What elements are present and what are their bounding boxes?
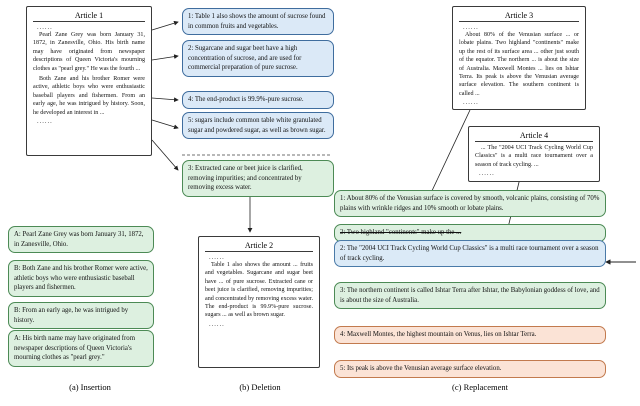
replacement-bubble-2-new-text: 2: The "2004 UCI Track Cycling World Cup Classics" is a multi race tournament over a season of track cycling.	[340, 245, 599, 262]
article-2-card	[198, 236, 320, 368]
insertion-bubble-5	[182, 112, 334, 139]
replacement-bubble-3-text: 3: The northern continent is called Ishtar Terra after Ishtar, the Babylonian goddess of love, and is about the size of Australia.	[340, 287, 600, 304]
article-4-card	[468, 126, 600, 182]
replacement-bubble-1	[334, 190, 606, 217]
caption-deletion-text: (b) Deletion	[239, 382, 281, 392]
insertion-result-b1-text: B: Both Zane and his brother Romer were active, athletic boys who were enthusiastic baseball players and fishermen.	[14, 265, 148, 292]
article-4-title: Article 4	[475, 131, 593, 142]
replacement-bubble-2-new	[334, 240, 606, 267]
replacement-bubble-4	[334, 326, 606, 344]
caption-insertion-text: (a) Insertion	[69, 382, 111, 392]
replacement-bubble-2-old-text: 2: Two highland "continents" make up the ...	[340, 229, 462, 236]
insertion-bubble-5-text: 5: sugars include common table white granulated sugar and powdered sugar, as well as brown sugar.	[188, 117, 326, 134]
insertion-result-bubble-b1	[8, 260, 154, 297]
insertion-result-bubble-a2	[8, 330, 154, 367]
insertion-result-a2-text: A: His birth name may have originated from newspaper descriptions of Queen Victoria's mourning clothes as "pearl grey."	[14, 335, 135, 362]
replacement-bubble-5	[334, 360, 606, 378]
article-2-paragraph-1: Table 1 also shows the amount ... fruits and vegetables. Sugarcane and sugar beet have ... of pure sucrose. Extracted cane or beet juice is clarified, removing impurities; and concentrated by removing excess water. The end-product is 99.9%-pure sucrose. sugars ... as well as brown sugar.	[205, 262, 313, 319]
insertion-result-bubble-b2	[8, 302, 154, 329]
caption-deletion	[190, 382, 330, 392]
insertion-result-a1-text: A: Pearl Zane Grey was born January 31, 1872, in Zanesville, Ohio.	[14, 231, 144, 248]
insertion-bubble-3	[182, 160, 334, 197]
replacement-bubble-2-old	[334, 224, 606, 242]
article-3-paragraph-1: About 80% of the Venusian surface ... or lobate plains. Two highland "continents" make up the rest of its surface area ... other just south of the equator. The northern ... is about the size of Australia. Maxwell Montes ... lies on Ishtar Terra. Its peak is above the Venusian average surface elevation. The southern continent is called ...	[459, 32, 579, 97]
replacement-bubble-5-text: 5: Its peak is above the Venusian average surface elevation.	[340, 365, 502, 372]
caption-insertion	[20, 382, 160, 392]
article-2-title: Article 2	[205, 241, 313, 252]
article-1-title: Article 1	[33, 11, 145, 22]
article-1-card	[26, 6, 152, 156]
insertion-bubble-3-text: 3: Extracted cane or beet juice is clarified, removing impurities; and concentrated by removing excess water.	[188, 165, 303, 192]
insertion-bubble-1-text: 1: Table 1 also shows the amount of sucrose found in common fruits and vegetables.	[188, 13, 326, 30]
article-4-paragraph-1: ... The "2004 UCI Track Cycling World Cup Classics" is a multi race tournament over a season of track cycling. ...	[475, 145, 593, 168]
article-2-dots-bottom: ......	[209, 320, 225, 328]
article-3-dots-top: ......	[463, 24, 479, 31]
article-3-card	[452, 6, 586, 110]
insertion-bubble-2-text: 2: Sugarcane and sugar beet have a high concentration of sucrose, and are used for commercial preparation of pure sucrose.	[188, 45, 302, 72]
replacement-bubble-4-text: 4: Maxwell Montes, the highest mountain on Venus, lies on Ishtar Terra.	[340, 331, 537, 338]
insertion-result-bubble-a1	[8, 226, 154, 253]
article-2-dots-top: ......	[209, 254, 225, 261]
caption-replacement-text: (c) Replacement	[452, 382, 508, 392]
article-1-paragraph-2: Both Zane and his brother Romer were active, athletic boys who were enthusiastic baseball players and fishermen. From an early age, he was intrigued by history. Soon, he developed an interest in ...	[33, 76, 145, 116]
article-1-dots-top: ......	[37, 24, 53, 31]
article-1-dots-bottom: ......	[37, 118, 53, 126]
replacement-bubble-1-text: 1: About 80% of the Venusian surface is covered by smooth, volcanic plains, consisting of 70% plains with wrinkle ridges and 10% smooth or lobate plains.	[340, 195, 600, 212]
replacement-bubble-3	[334, 282, 606, 309]
insertion-bubble-2	[182, 40, 334, 77]
caption-replacement	[400, 382, 560, 392]
insertion-bubble-4	[182, 91, 334, 109]
insertion-bubble-1	[182, 8, 334, 35]
article-4-dots-bottom: ......	[479, 170, 495, 178]
article-3-dots-bottom: ......	[463, 99, 479, 107]
article-3-title: Article 3	[459, 11, 579, 22]
article-1-paragraph-1: Pearl Zane Grey was born January 31, 1872, in Zanesville, Ohio. His birth name may have originated from newspaper descriptions of Queen Victoria's mourning clothes as "pearl grey." He was the fourth ...	[33, 32, 145, 72]
insertion-result-b2-text: B: From an early age, he was intrigued by history.	[14, 307, 129, 324]
insertion-bubble-4-text: 4: The end-product is 99.9%-pure sucrose.	[188, 96, 304, 103]
